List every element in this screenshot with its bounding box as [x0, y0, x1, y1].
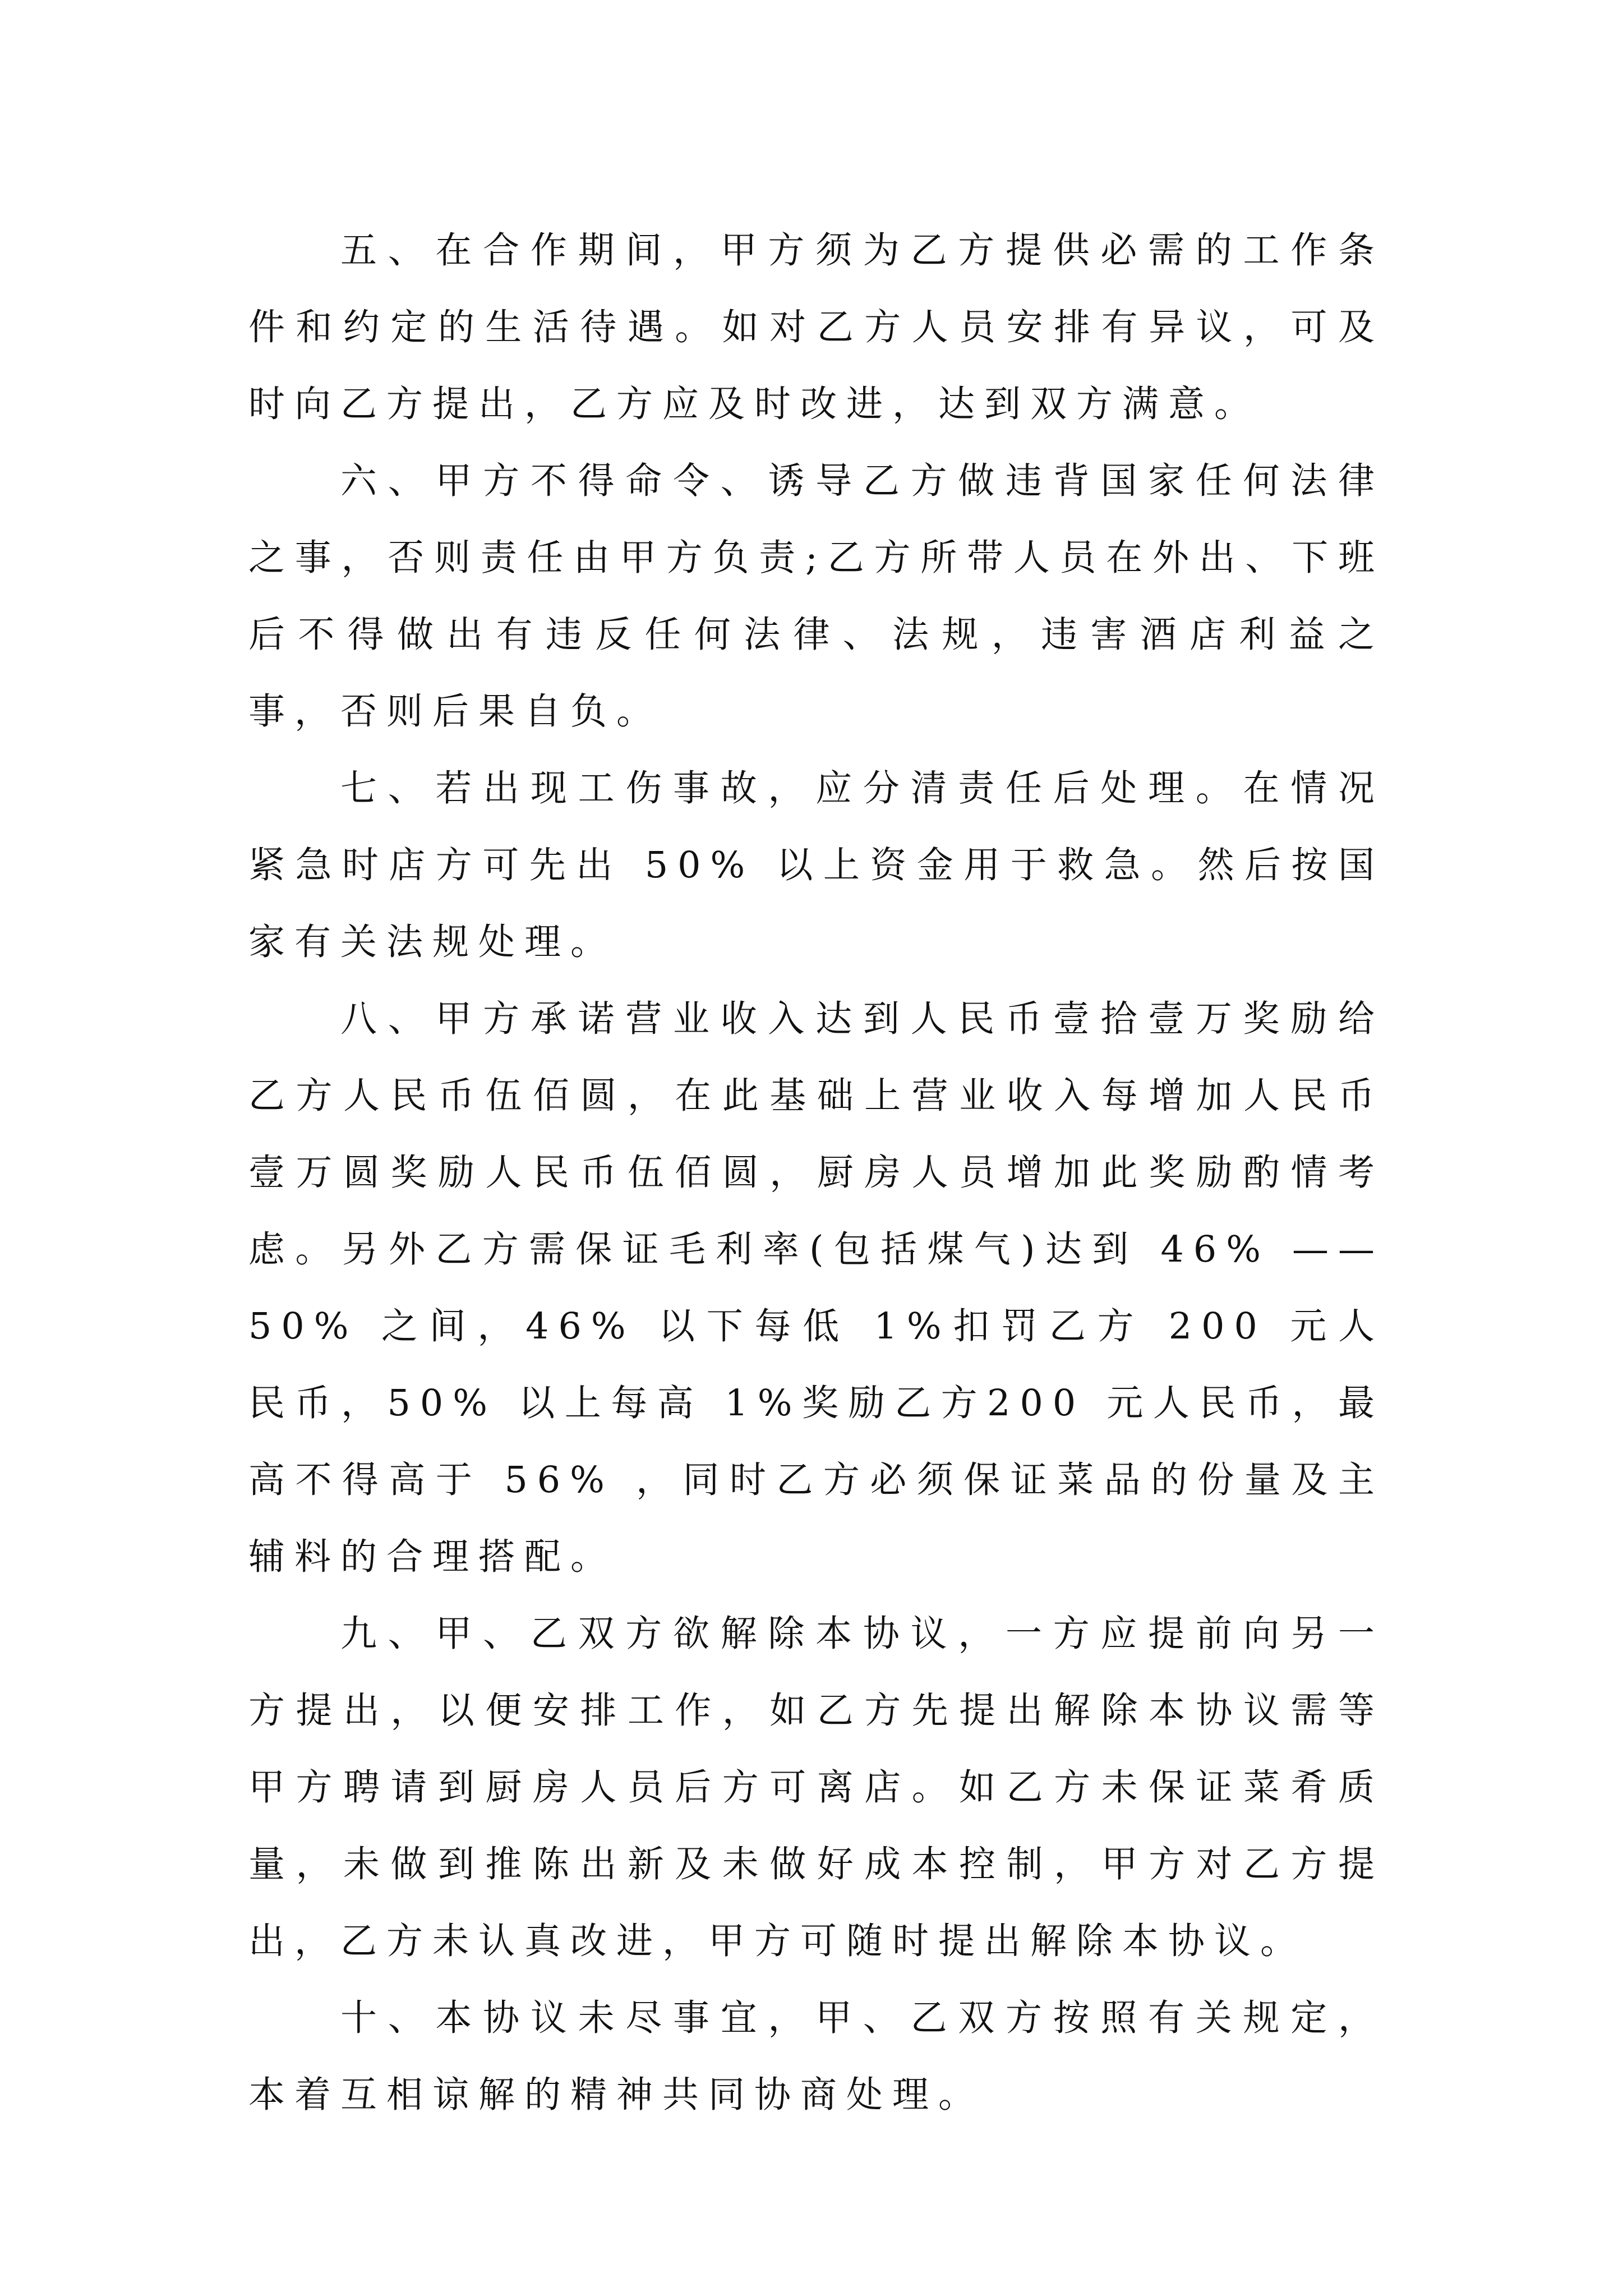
agreement-body [248, 212, 1384, 2133]
clause-6: 六、甲方不得命令、诱导乙方做违背国家任何法律之事，否则责任由甲方负责;乙方所带人员在外出、下班后不得做出有违反任何法律、法规，违害酒店利益之事，否则后果自负。 [248, 460, 1384, 733]
clause-9: 九、甲、乙双方欲解除本协议，一方应提前向另一方提出，以便安排工作，如乙方先提出解除本协议需等甲方聘请到厨房人员后方可离店。如乙方未保证菜肴质量，未做到推陈出新及未做好成本控制，甲方对乙方提出，乙方未认真改进，甲方可随时提出解除本协议。 [248, 1613, 1384, 1962]
clause-5: 五、在合作期间，甲方须为乙方提供必需的工作条件和约定的生活待遇。如对乙方人员安排有异议，可及时向乙方提出，乙方应及时改进，达到双方满意。 [248, 229, 1384, 425]
clause-8: 八、甲方承诺营业收入达到人民币壹拾壹万奖励给乙方人民币伍佰圆，在此基础上营业收入每增加人民币壹万圆奖励人民币伍佰圆，厨房人员增加此奖励酌情考虑。另外乙方需保证毛利率(包括煤气)达到 46% ——50% 之间，46% 以下每低 1%扣罚乙方 200 元人民币，50% 以上每高 1%奖励乙方200 元人民币，最高不得高于 56% ，同时乙方必须保证菜品的份量及主辅料的合理搭配。 [248, 998, 1384, 1578]
clause-10: 十、本协议未尽事宜，甲、乙双方按照有关规定，本着互相谅解的精神共同协商处理。 [248, 1997, 1384, 2116]
clause-7: 七、若出现工伤事故，应分清责任后处理。在情况紧急时店方可先出 50% 以上资金用于救急。然后按国家有关法规处理。 [248, 767, 1384, 963]
